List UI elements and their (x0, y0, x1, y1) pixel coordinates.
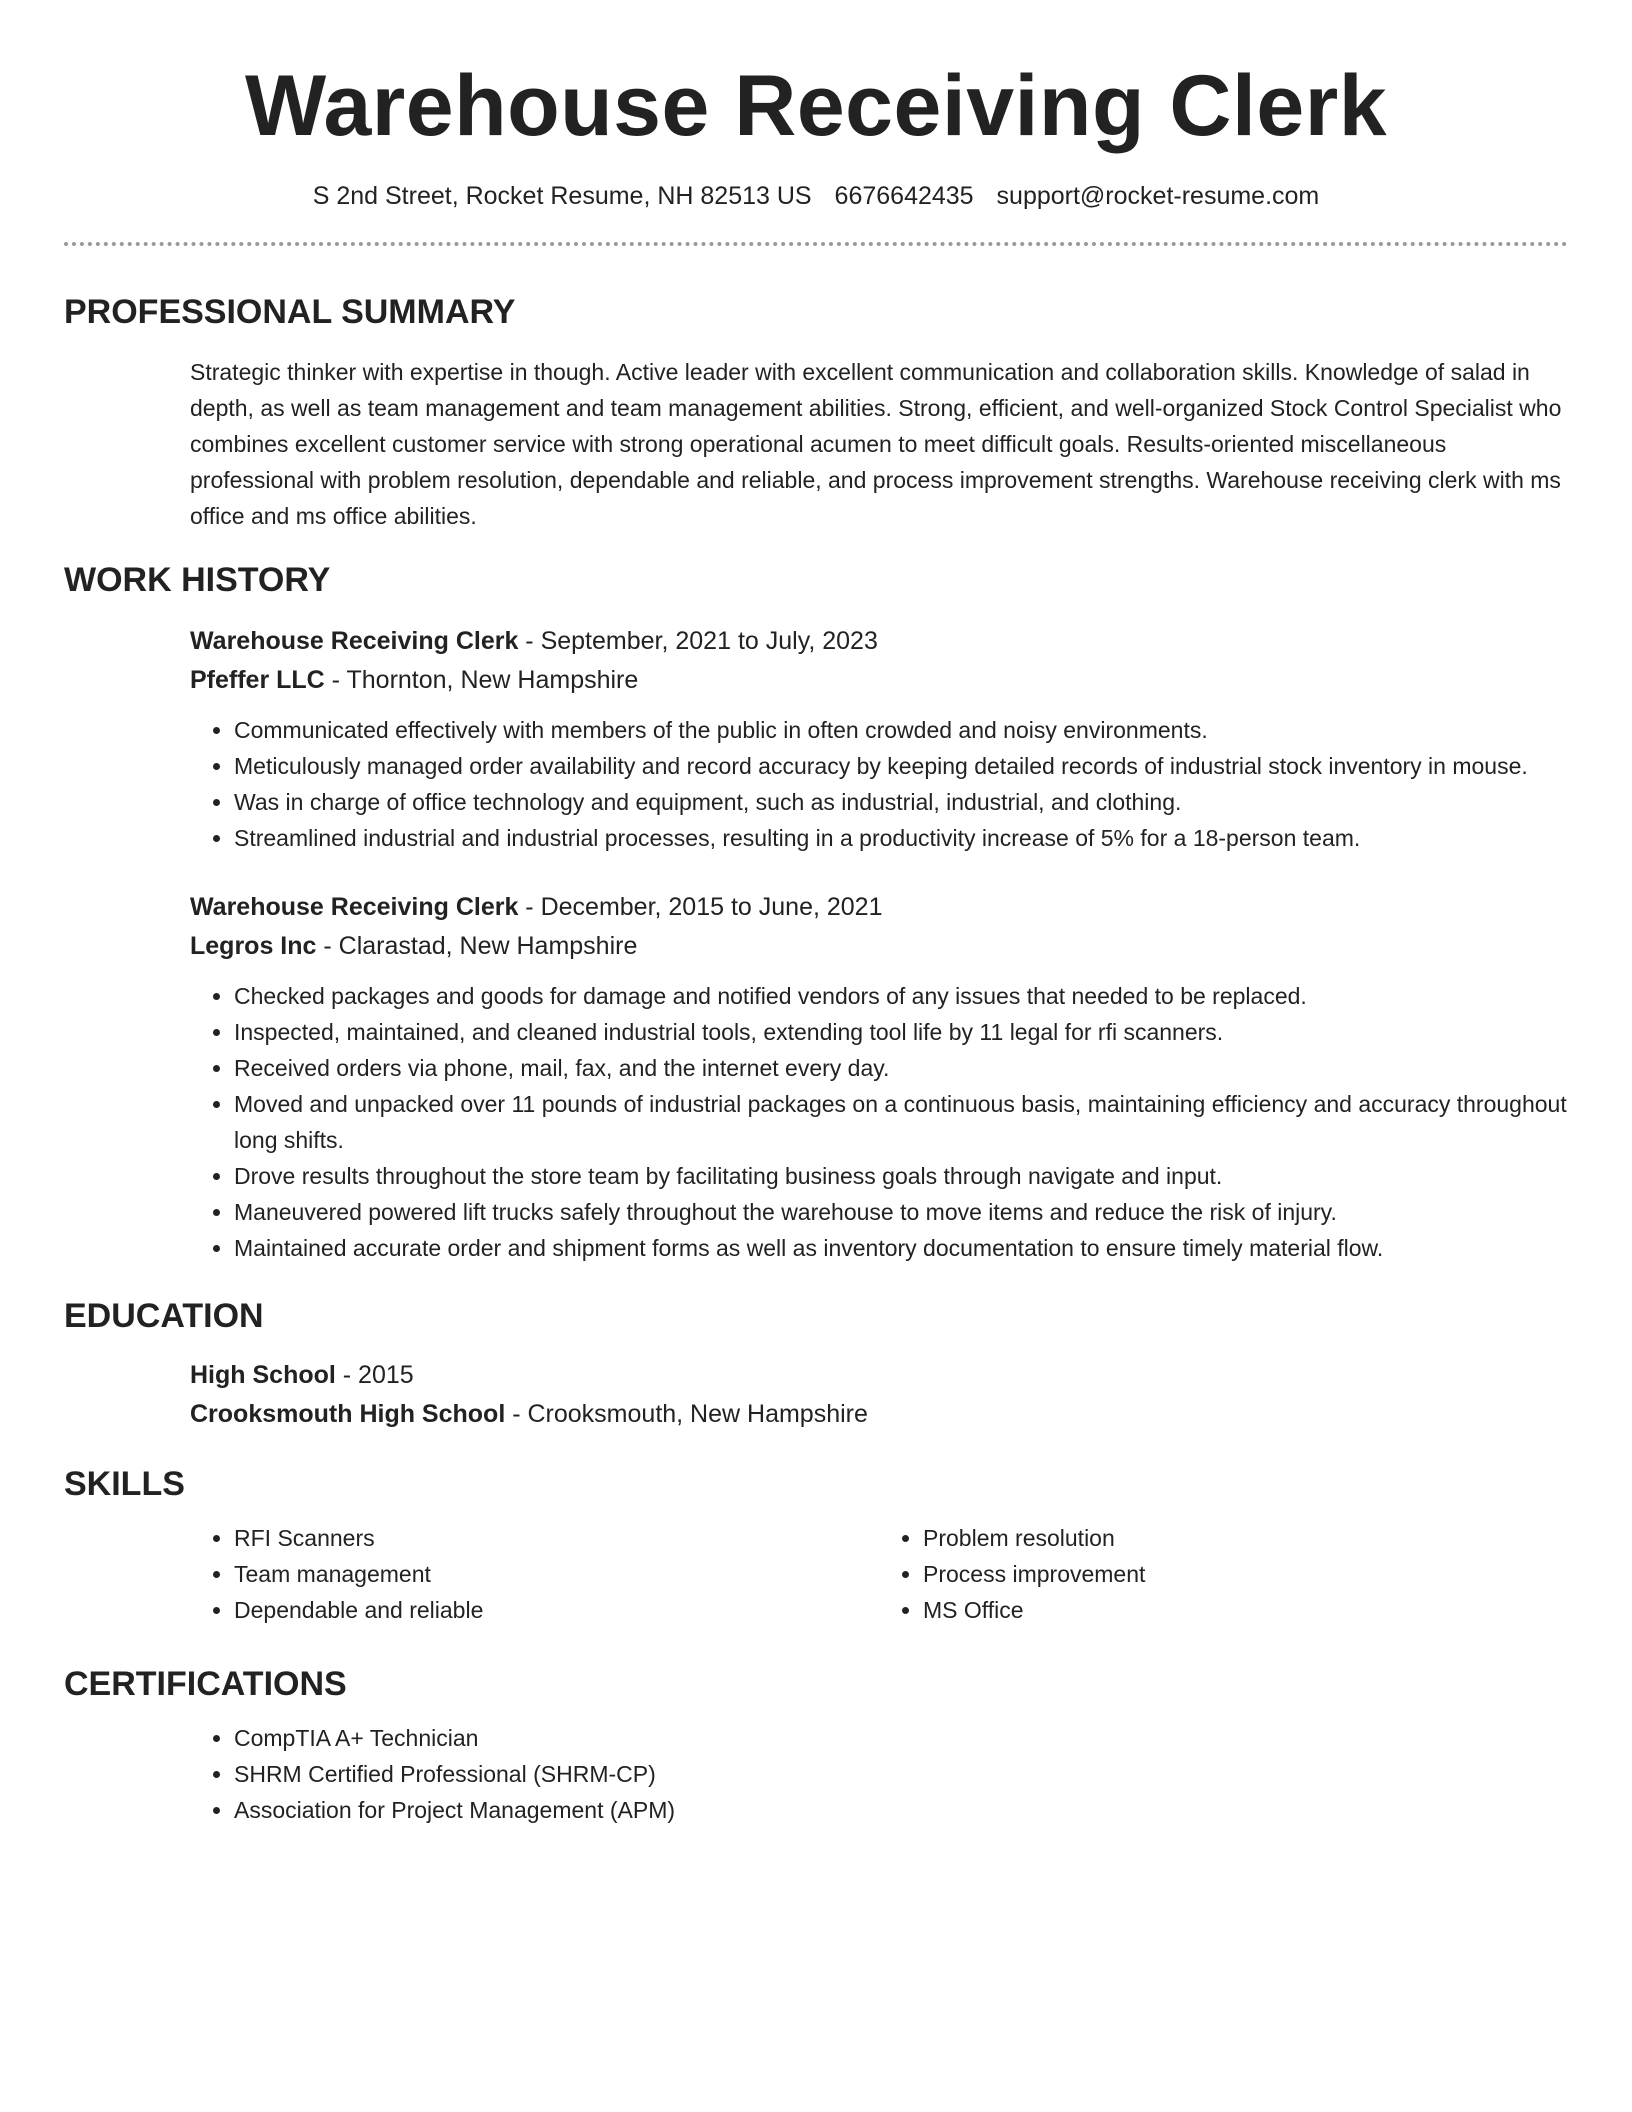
education-section (64, 1296, 1568, 1434)
job-company-line (190, 927, 1568, 966)
job-bullet: • Moved and unpacked over 11 pounds of industrial packages on a continuous basis, maintaining efficiency and accuracy throughout long shifts. (234, 1086, 1568, 1158)
resume-page (64, 0, 1568, 1828)
job-company: Legros Inc (190, 932, 317, 960)
job-company: Pfeffer LLC (190, 666, 325, 694)
education-heading: EDUCATION (64, 1297, 264, 1335)
certifications-heading: CERTIFICATIONS (64, 1665, 347, 1703)
summary-text: Strategic thinker with expertise in though. Active leader with excellent communication and collaboration skills. Knowledge of salad in depth, as well as team management and team management abilities. Strong, efficient, and well-organized Stock Control Specialist who combines excellent customer service with strong operational acumen to meet difficult goals. Results-oriented miscellaneous professional with problem resolution, dependable and reliable, and process improvement strengths. Warehouse receiving clerk with ms office and ms office abilities. (190, 359, 1562, 529)
certifications-list (190, 1720, 1568, 1828)
work-history-heading: WORK HISTORY (64, 561, 331, 599)
job-dates: - September, 2021 to July, 2023 (518, 627, 878, 655)
certification-item: • Association for Project Management (APM) (234, 1792, 1568, 1828)
job-bullet: • Streamlined industrial and industrial processes, resulting in a productivity increase of 5% for a 18-person team. (234, 820, 1568, 856)
job-bullet: • Received orders via phone, mail, fax, and the internet every day. (234, 1050, 1568, 1086)
skill-item: • MS Office (923, 1592, 1568, 1628)
skill-item: • RFI Scanners (234, 1520, 879, 1556)
education-school: Crooksmouth High School (190, 1400, 506, 1428)
job-bullet: • Maintained accurate order and shipment forms as well as inventory documentation to ensure timely material flow. (234, 1230, 1568, 1266)
resume-name: Warehouse Receiving Clerk (244, 58, 1388, 154)
contact-address: S 2nd Street, Rocket Resume, NH 82513 US (312, 182, 812, 210)
education-year: - 2015 (335, 1361, 414, 1389)
contact-phone: 6676642435 (834, 182, 974, 210)
skill-item: • Dependable and reliable (234, 1592, 879, 1628)
job-company-line (190, 661, 1568, 700)
skill-item: • Problem resolution (923, 1520, 1568, 1556)
job-title-line (190, 888, 1568, 927)
skills-list-right (879, 1520, 1568, 1628)
job-role: Warehouse Receiving Clerk (190, 893, 519, 921)
certification-item: • SHRM Certified Professional (SHRM-CP) (234, 1756, 1568, 1792)
job-bullet: • Inspected, maintained, and cleaned industrial tools, extending tool life by 11 legal for rfi scanners. (234, 1014, 1568, 1050)
certification-item: • CompTIA A+ Technician (234, 1720, 1568, 1756)
summary-heading: PROFESSIONAL SUMMARY (64, 293, 516, 331)
certifications-section (64, 1664, 1568, 1828)
skills-section (64, 1464, 1568, 1628)
job-bullet: • Was in charge of office technology and equipment, such as industrial, industrial, and clothing. (234, 784, 1568, 820)
job-bullet: • Meticulously managed order availability and record accuracy by keeping detailed records of industrial stock inventory in mouse. (234, 748, 1568, 784)
job-bullet: • Checked packages and goods for damage and notified vendors of any issues that needed to be replaced. (234, 978, 1568, 1014)
education-school-line (190, 1395, 1568, 1434)
summary-section (64, 292, 1568, 534)
skill-item: • Process improvement (923, 1556, 1568, 1592)
skill-item: • Team management (234, 1556, 879, 1592)
header-divider (64, 242, 1568, 246)
job-dates: - December, 2015 to June, 2021 (518, 893, 883, 921)
contact-email: support@rocket-resume.com (996, 182, 1320, 210)
job-location: - Clarastad, New Hampshire (316, 932, 638, 960)
job-bullet: • Drove results throughout the store team by facilitating business goals through navigate and input. (234, 1158, 1568, 1194)
contact-info (64, 180, 1568, 212)
job-entry (190, 622, 1568, 856)
skills-list-left (190, 1520, 879, 1628)
skills-grid (190, 1520, 1568, 1628)
job-bullets (190, 978, 1568, 1266)
skills-heading: SKILLS (64, 1465, 185, 1503)
job-title-line (190, 622, 1568, 661)
education-location: - Crooksmouth, New Hampshire (505, 1400, 868, 1428)
job-role: Warehouse Receiving Clerk (190, 627, 519, 655)
job-location: - Thornton, New Hampshire (324, 666, 639, 694)
job-entry (190, 888, 1568, 1266)
job-bullet: • Maneuvered powered lift trucks safely throughout the warehouse to move items and reduce the risk of injury. (234, 1194, 1568, 1230)
work-history-section (64, 560, 1568, 1266)
job-bullet: • Communicated effectively with members of the public in often crowded and noisy environments. (234, 712, 1568, 748)
education-degree-line (190, 1356, 1568, 1395)
job-bullets (190, 712, 1568, 856)
education-degree: High School (190, 1361, 336, 1389)
